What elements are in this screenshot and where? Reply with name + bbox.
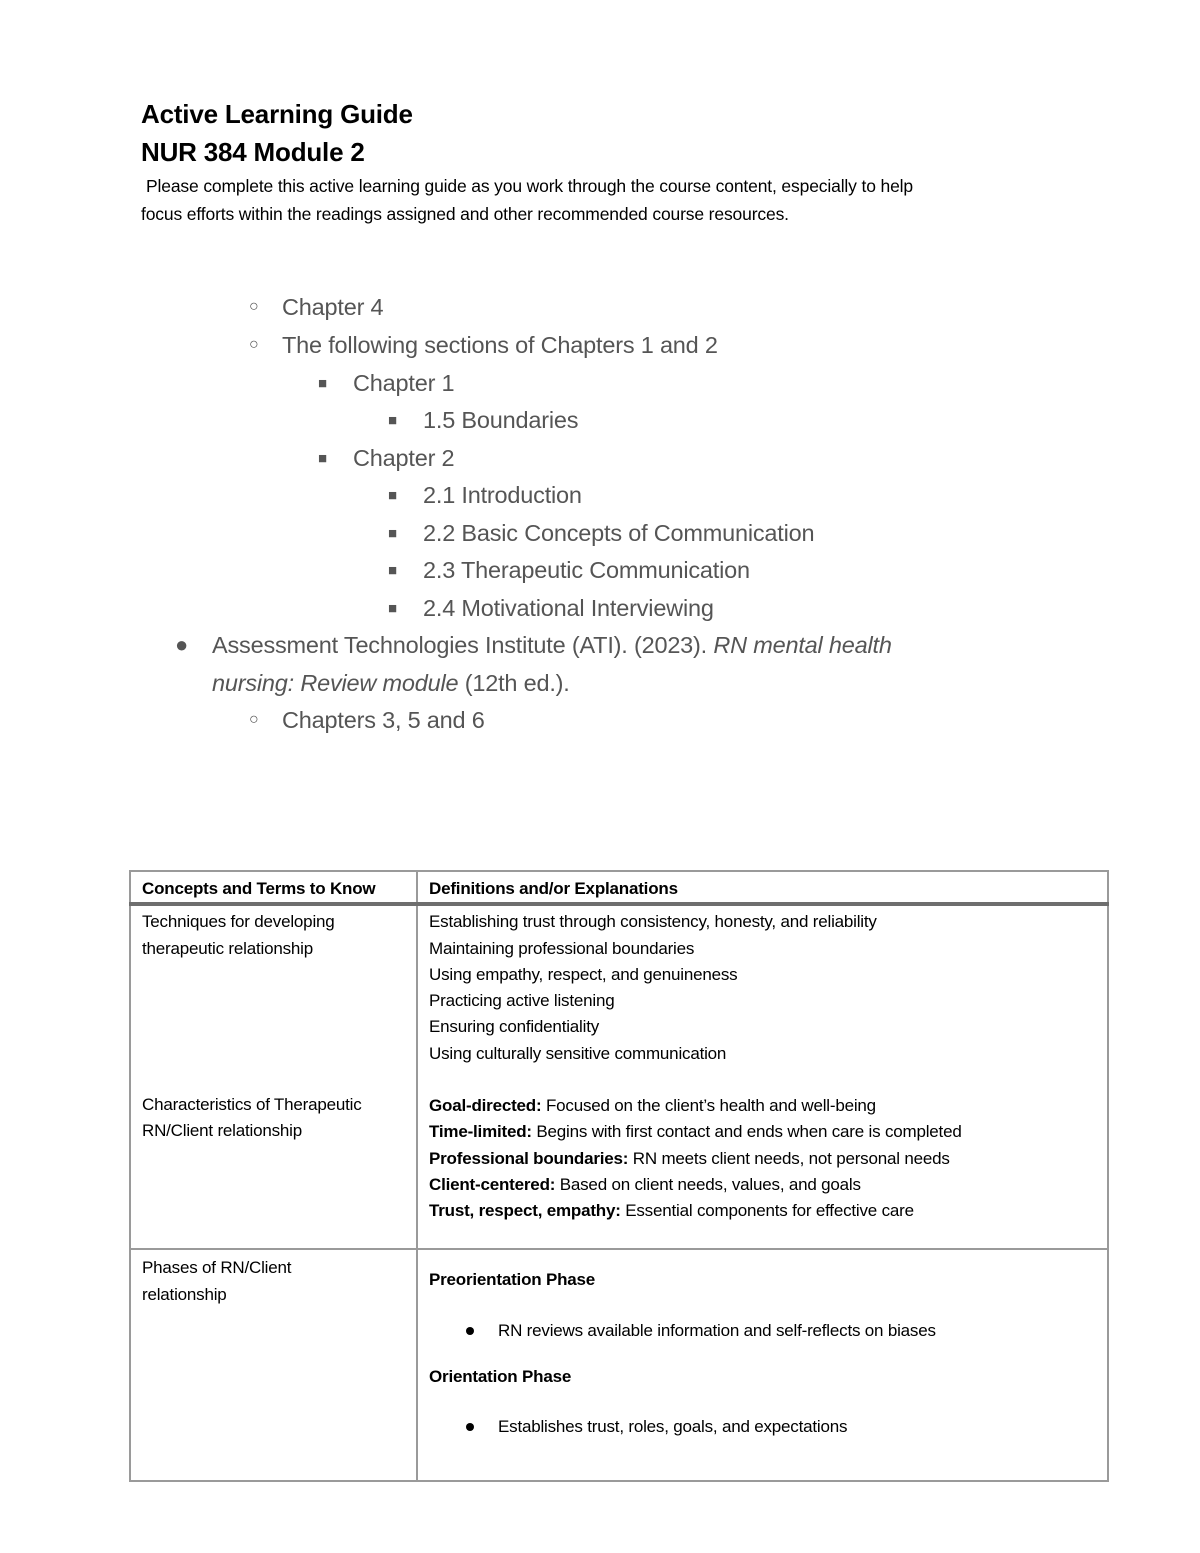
list-item-citation: ● Assessment Technologies Institute (ATI). (2023). RN mental health — [212, 626, 892, 664]
square-bullet-icon: ■ — [388, 600, 397, 617]
square-bullet-icon: ■ — [388, 487, 397, 504]
definition-line: Client-centered: Based on client needs, values, and goals — [429, 1174, 861, 1194]
phase-bullet-item: Establishes trust, roles, goals, and expectations — [429, 1414, 1096, 1440]
table-row — [130, 1249, 1108, 1481]
definition-line: Using empathy, respect, and genuineness — [429, 964, 738, 984]
square-bullet-icon: ■ — [318, 450, 327, 467]
term-text: RN/Client relationship — [142, 1121, 303, 1141]
phase-heading: Preorientation Phase — [429, 1270, 596, 1290]
definition-line: Maintaining professional boundaries — [429, 938, 695, 958]
term-text: relationship — [142, 1284, 227, 1304]
table-row — [130, 904, 1108, 1249]
term-text: Techniques for developing — [142, 912, 335, 932]
definition-line: Ensuring confidentiality — [429, 1017, 600, 1037]
column-header: Definitions and/or Explanations — [417, 871, 1108, 904]
definition-line: Trust, respect, empathy: Essential components for effective care — [429, 1201, 914, 1221]
definition-line: Time-limited: Begins with first contact and ends when care is completed — [429, 1122, 962, 1142]
hollow-circle-bullet-icon: ○ — [249, 298, 259, 315]
definition-line: Using culturally sensitive communication — [429, 1043, 727, 1063]
term-text: Phases of RN/Client — [142, 1258, 292, 1278]
definition-cell — [417, 904, 1108, 1249]
phase-bullet-item: RN reviews available information and self-reflects on biases — [429, 1318, 1096, 1344]
intro-line: Please complete this active learning guide as you work through the course content, especially to help — [146, 176, 913, 196]
list-item: ■ 2.1 Introduction — [423, 476, 582, 514]
list-item: ■ 2.3 Therapeutic Communication — [423, 551, 750, 589]
term-cell — [130, 1249, 417, 1481]
document-title: Active Learning Guide — [141, 99, 413, 129]
square-bullet-icon: ■ — [388, 525, 397, 542]
filled-circle-bullet-icon: ● — [175, 632, 189, 657]
hollow-circle-bullet-icon: ○ — [249, 336, 259, 353]
bullet-dot-icon — [466, 1327, 474, 1335]
term-text: therapeutic relationship — [142, 938, 313, 958]
definition-line: Establishing trust through consistency, honesty, and reliability — [429, 912, 877, 932]
list-item: ○ Chapters 3, 5 and 6 — [282, 701, 485, 739]
list-item: ○ Chapter 4 — [282, 288, 383, 326]
list-item: ■ Chapter 1 — [353, 364, 454, 402]
definition-line: Goal-directed: Focused on the client’s health and well-being — [429, 1096, 876, 1116]
square-bullet-icon: ■ — [388, 412, 397, 429]
list-item: ■ 2.2 Basic Concepts of Communication — [423, 514, 814, 552]
module-title: NUR 384 Module 2 — [141, 137, 365, 167]
bullet-dot-icon — [466, 1423, 474, 1431]
table-header-row — [130, 871, 1108, 904]
list-item: ■ 1.5 Boundaries — [423, 401, 578, 439]
list-item-citation-continued: nursing: Review module (12th ed.). — [212, 670, 570, 696]
square-bullet-icon: ■ — [388, 562, 397, 579]
term-text: Characteristics of Therapeutic — [142, 1094, 362, 1114]
list-item: ○ The following sections of Chapters 1 and 2 — [282, 326, 718, 364]
definition-line: Professional boundaries: RN meets client needs, not personal needs — [429, 1148, 950, 1168]
hollow-circle-bullet-icon: ○ — [249, 711, 259, 728]
intro-paragraph — [141, 172, 1051, 228]
square-bullet-icon: ■ — [318, 375, 327, 392]
column-header: Concepts and Terms to Know — [130, 871, 417, 904]
concepts-table — [129, 870, 1109, 1482]
phase-heading: Orientation Phase — [429, 1366, 572, 1386]
definition-line: Practicing active listening — [429, 991, 615, 1011]
list-item: ■ Chapter 2 — [353, 439, 454, 477]
list-item: ■ 2.4 Motivational Interviewing — [423, 589, 714, 627]
intro-line: focus efforts within the readings assigned and other recommended course resources. — [141, 204, 789, 224]
term-cell — [130, 904, 417, 1249]
definition-cell — [417, 1249, 1108, 1481]
